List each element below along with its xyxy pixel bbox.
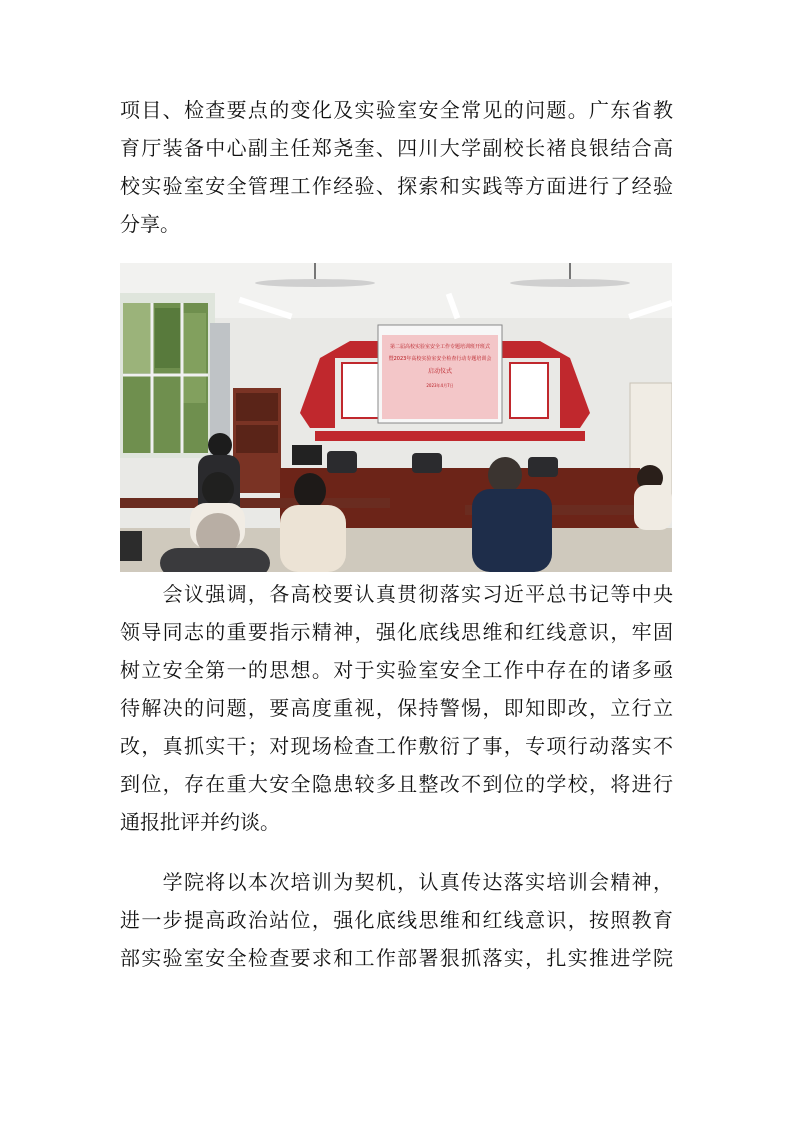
text-line: 待解决的问题，要高度重视，保持警惕，即知即改，立行立: [120, 696, 673, 720]
text-line: 育厅装备中心副主任郑尧奎、四川大学副校长褚良银结合高: [120, 136, 673, 160]
screen-date: 2023年4月7日: [426, 383, 454, 388]
text-line: 部实验室安全检查要求和工作部署狠抓落实，扎实推进学院: [120, 946, 673, 970]
text-line: 领导同志的重要指示精神，强化底线思维和红线意识，牢固: [120, 620, 673, 644]
text-line: 到位，存在重大安全隐患较多且整改不到位的学校，将进行: [120, 772, 673, 796]
paragraph-3: [120, 863, 673, 977]
screen-title-line-2: 暨2023年高校实验室安全检查行动专题培训会: [388, 356, 492, 362]
screen-title-line-3: 启动仪式: [427, 368, 453, 375]
paragraph-1: [120, 91, 673, 243]
text-line: 项目、检查要点的变化及实验室安全常见的问题。广东省教: [120, 98, 673, 122]
text-line: 分享。: [120, 212, 180, 236]
text-line: 会议强调，各高校要认真贯彻落实习近平总书记等中央: [120, 582, 673, 606]
text-line: 学院将以本次培训为契机，认真传达落实培训会精神，: [120, 870, 673, 894]
text-line: 通报批评并约谈。: [120, 810, 280, 834]
meeting-photo: [120, 263, 672, 572]
text-line: 树立安全第一的思想。对于实验室安全工作中存在的诸多亟: [120, 658, 673, 682]
text-line: 进一步提高政治站位，强化底线思维和红线意识，按照教育: [120, 908, 673, 932]
text-line: 校实验室安全管理工作经验、探索和实践等方面进行了经验: [120, 174, 673, 198]
screen-title-line-1: 第二届高校实验室安全工作专题培训班开班式: [389, 344, 491, 350]
paragraph-2: [120, 575, 673, 841]
text-line: 改，真抓实干；对现场检查工作敷衍了事，专项行动落实不: [120, 734, 673, 758]
